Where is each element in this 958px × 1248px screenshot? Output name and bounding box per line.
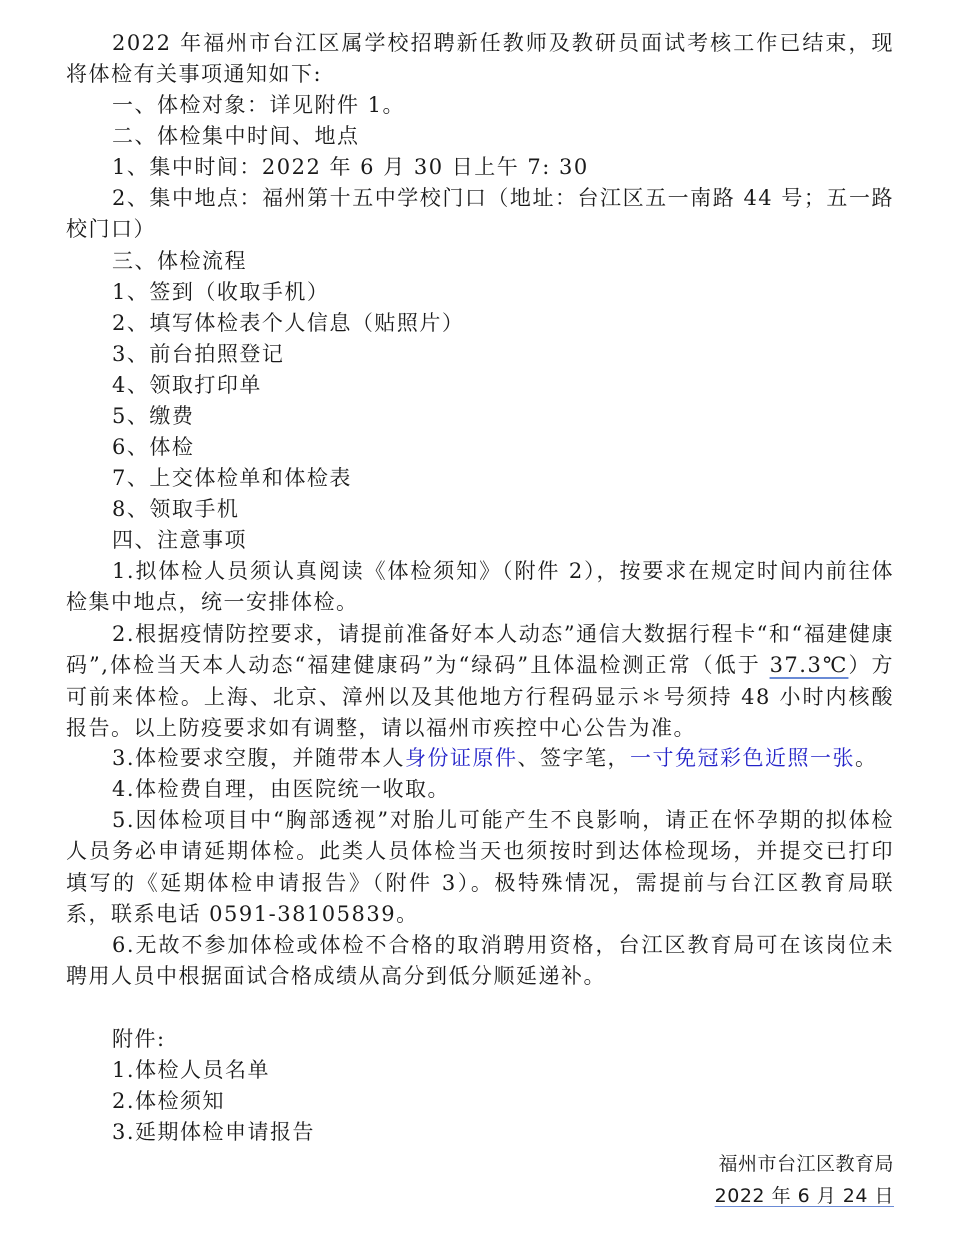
note-2-temperature: 37.3℃	[769, 653, 849, 678]
photo-link[interactable]: 一寸免冠彩色近照一张	[630, 746, 856, 770]
note-2-text-b: ）方可前来体检。上海、北京、漳州以及其他地方行程码显示＊号须持 48 小时内核酸报告。以上防疫要求如有调整，请以福州市疾控中心公告为准。	[66, 653, 894, 740]
step-item: 6、体检	[112, 435, 195, 459]
attachment-item[interactable]: 3.延期体检申请报告	[112, 1120, 316, 1144]
note-2-text-a: 2.根据疫情防控要求，请提前准备好本人动态”通信大数据行程卡“和“福建健康码”,体检当天本人动态“福建健康码”为“绿码”且体温检测正常（低于	[66, 622, 894, 678]
step-item: 5、缴费	[112, 404, 195, 428]
step-item: 2、填写体检表个人信息（贴照片）	[112, 311, 465, 335]
step-item: 3、前台拍照登记	[112, 342, 285, 366]
section-1: 一、体检对象：详见附件 1。	[112, 93, 406, 117]
section-3-heading: 三、体检流程	[112, 249, 247, 273]
note-3	[66, 743, 894, 774]
section-2-place: 2、集中地点：福州第十五中学校门口（地址：台江区五一南路 44 号；五一路校门口）	[66, 186, 894, 242]
note-2	[66, 619, 894, 744]
attachment-item[interactable]: 2.体检须知	[112, 1089, 226, 1113]
note-3-text-c: 。	[855, 746, 878, 770]
attachment-item[interactable]: 1.体检人员名单	[112, 1058, 271, 1082]
step-item: 1、签到（收取手机）	[112, 280, 330, 304]
note-5: 5.因体检项目中“胸部透视”对胎儿可能产生不良影响，请正在怀孕期的拟体检人员务必申请延期体检。此类人员体检当天也须按时到达体检现场，并提交已打印填写的《延期体检申请报告》（附件 3）。极特殊情况，需提前与台江区教育局联系，联系电话 0591-38105839。	[66, 808, 894, 926]
section-4-heading: 四、注意事项	[112, 528, 247, 552]
section-2-heading: 二、体检集中时间、地点	[112, 124, 360, 148]
note-6: 6.无故不参加体检或体检不合格的取消聘用资格，台江区教育局可在该岗位未聘用人员中根据面试合格成绩从高分到低分顺延递补。	[66, 933, 894, 989]
note-3-text-a: 3.体检要求空腹，并随带本人	[112, 746, 406, 770]
step-item: 7、上交体检单和体检表	[112, 466, 352, 490]
note-1: 1.拟体检人员须认真阅读《体检须知》（附件 2），按要求在规定时间内前往体检集中地点，统一安排体检。	[66, 559, 894, 615]
signature-date: 2022 年 6 月 24 日	[714, 1185, 894, 1207]
intro-text: 2022 年福州市台江区属学校招聘新任教师及教研员面试考核工作已结束，现将体检有关事项通知如下:	[66, 31, 894, 87]
step-item: 8、领取手机	[112, 497, 240, 521]
section-2-time: 1、集中时间：2022 年 6 月 30 日上午 7: 30	[112, 155, 589, 179]
intro-paragraph	[66, 28, 894, 91]
step-item: 4、领取打印单	[112, 373, 262, 397]
note-4: 4.体检费自理，由医院统一收取。	[112, 777, 451, 801]
attachments-label: 附件:	[112, 1027, 166, 1051]
signature-org: 福州市台江区教育局	[718, 1153, 894, 1175]
id-card-link[interactable]: 身份证原件	[405, 746, 518, 770]
note-3-text-b: 、签字笔，	[517, 746, 631, 770]
